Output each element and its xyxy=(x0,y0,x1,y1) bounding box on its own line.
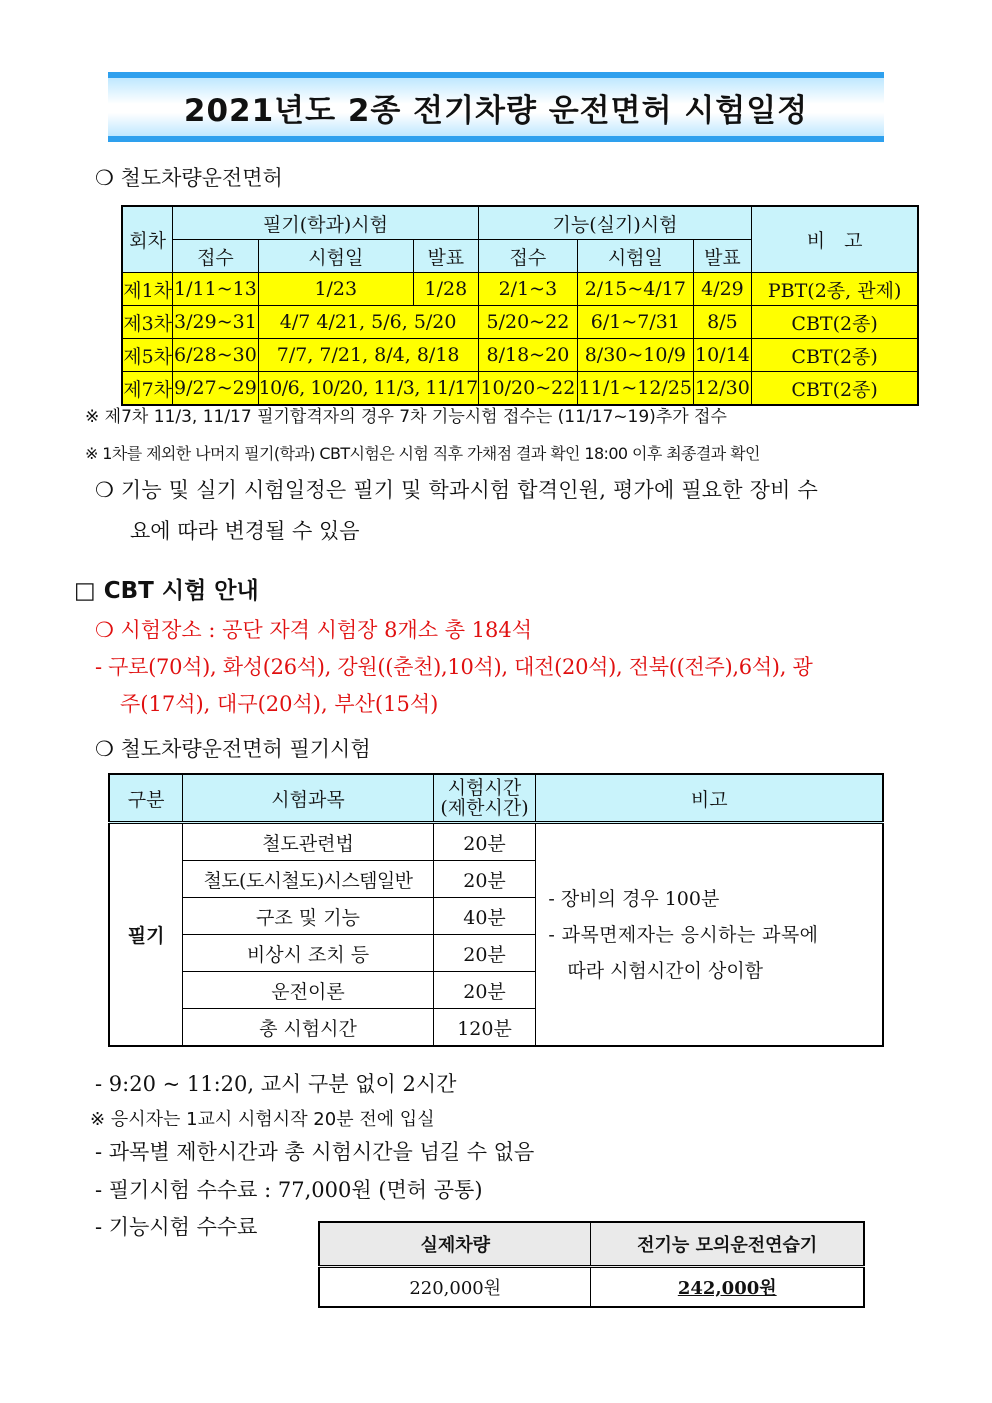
cell: 12/30 xyxy=(693,372,752,406)
cell: 8/5 xyxy=(693,306,752,339)
entry-note: ※ 응시자는 1교시 시험시작 20분 전에 입실 xyxy=(90,1109,435,1130)
note-2: ※ 1차를 제외한 나머지 필기(학과) CBT시험은 시험 직후 가채점 결과 확인 18:00 이후 최종결과 확인 xyxy=(85,444,760,463)
time-cell: 40분 xyxy=(433,898,536,935)
time-cell: 20분 xyxy=(433,972,536,1009)
cell: 8/18~20 xyxy=(478,339,577,372)
sub-header: 접수 xyxy=(478,240,577,273)
table-row xyxy=(122,273,918,306)
remark-line: - 과목면제자는 응시하는 과목에 xyxy=(548,923,819,946)
title-banner xyxy=(108,72,884,142)
schedule-table xyxy=(121,205,919,406)
cell: 1/23 xyxy=(258,273,413,306)
cbt-heading: □ CBT 시험 안내 xyxy=(74,578,259,604)
written-test-bullet: ❍ 철도차량운전면허 필기시험 xyxy=(95,737,371,761)
written-fee-note: - 필기시험 수수료 : 77,000원 (면허 공통) xyxy=(95,1178,483,1202)
table-row xyxy=(122,339,918,372)
cell: 2/15~4/17 xyxy=(578,273,693,306)
subject-cell: 철도(도시철도)시스템일반 xyxy=(183,861,433,898)
subject-cell: 총 시험시간 xyxy=(183,1009,433,1047)
subject-cell: 철도관련법 xyxy=(183,823,433,861)
cell: 7/7, 7/21, 8/4, 8/18 xyxy=(258,339,478,372)
fee-table xyxy=(318,1221,865,1308)
subject-cell: 구조 및 기능 xyxy=(183,898,433,935)
type-cell: 필기 xyxy=(109,823,183,1047)
time-cell: 120분 xyxy=(433,1009,536,1047)
exam-time-note: - 9:20 ~ 11:20, 교시 구분 없이 2시간 xyxy=(95,1072,457,1096)
remark-line: - 장비의 경우 100분 xyxy=(548,887,720,910)
sub-header: 발표 xyxy=(413,240,478,273)
header-time-line2: (제한시간) xyxy=(440,797,529,819)
header-remark: 비고 xyxy=(536,774,883,823)
remark-line: 따라 시험시간이 상이함 xyxy=(548,959,764,982)
fee-simulator-amount: 242,000원 xyxy=(677,1278,777,1299)
sub-header: 발표 xyxy=(693,240,752,273)
time-cell: 20분 xyxy=(433,861,536,898)
skill-fee-label: - 기능시험 수수료 xyxy=(95,1215,258,1239)
subject-cell: 비상시 조치 등 xyxy=(183,935,433,972)
table-row xyxy=(109,823,883,861)
note-1: ※ 제7차 11/3, 11/17 필기합격자의 경우 7차 기능시험 접수는 (11/17~19)추가 접수 xyxy=(85,407,727,427)
cell: 2/1~3 xyxy=(478,273,577,306)
cell: 3/29~31 xyxy=(173,306,258,339)
schedule-change-bullet: ❍ 기능 및 실기 시험일정은 필기 및 학과시험 합격인원, 평가에 필요한 장비 수 xyxy=(95,478,818,502)
cell: 10/6, 10/20, 11/3, 11/17 xyxy=(258,372,478,406)
test-place-list: - 구로(70석), 화성(26석), 강원((춘천),10석), 대전(20석), 전북((전주),6석), 광 xyxy=(95,655,813,679)
cell: 4/29 xyxy=(693,273,752,306)
cell: 6/1~7/31 xyxy=(578,306,693,339)
schedule-change-cont: 요에 따라 변경될 수 있음 xyxy=(130,519,360,543)
cell: CBT(2종) xyxy=(752,339,918,372)
round-cell: 제1차 xyxy=(122,273,173,306)
round-cell: 제7차 xyxy=(122,372,173,406)
fee-header-real: 실제차량 xyxy=(319,1222,591,1267)
cell: 10/20~22 xyxy=(478,372,577,406)
header-subject: 시험과목 xyxy=(183,774,433,823)
cell: 11/1~12/25 xyxy=(578,372,693,406)
sub-header: 시험일 xyxy=(258,240,413,273)
cell: CBT(2종) xyxy=(752,306,918,339)
round-cell: 제5차 xyxy=(122,339,173,372)
page-title: 2021년도 2종 전기차량 운전면허 시험일정 xyxy=(183,92,809,129)
remark-cell xyxy=(536,823,883,1047)
cell: 8/30~10/9 xyxy=(578,339,693,372)
fee-simulator-value xyxy=(591,1267,864,1308)
written-test-table xyxy=(108,773,884,1047)
sub-header: 시험일 xyxy=(578,240,693,273)
header-type: 구분 xyxy=(109,774,183,823)
cell: 10/14 xyxy=(693,339,752,372)
sub-header: 접수 xyxy=(173,240,258,273)
time-cell: 20분 xyxy=(433,935,536,972)
round-cell: 제3차 xyxy=(122,306,173,339)
cell: 5/20~22 xyxy=(478,306,577,339)
subject-cell: 운전이론 xyxy=(183,972,433,1009)
section1-bullet: ❍ 철도차량운전면허 xyxy=(95,166,283,190)
fee-header-simulator: 전기능 모의운전연습기 xyxy=(591,1222,864,1267)
header-time-line1: 시험시간 xyxy=(447,777,522,799)
table-row xyxy=(122,306,918,339)
header-written: 필기(학과)시험 xyxy=(173,206,478,240)
cell: 4/7 4/21, 5/6, 5/20 xyxy=(258,306,478,339)
header-time xyxy=(433,774,536,823)
header-remark: 비 고 xyxy=(752,206,918,273)
time-limit-note: - 과목별 제한시간과 총 시험시간을 넘길 수 없음 xyxy=(95,1140,535,1164)
cell: 9/27~29 xyxy=(173,372,258,406)
header-round: 회차 xyxy=(122,206,173,273)
header-skill: 기능(실기)시험 xyxy=(478,206,752,240)
cell: 1/11~13 xyxy=(173,273,258,306)
table-row xyxy=(122,372,918,406)
cell: PBT(2종, 관제) xyxy=(752,273,918,306)
time-cell: 20분 xyxy=(433,823,536,861)
test-place: ❍ 시험장소 : 공단 자격 시험장 8개소 총 184석 xyxy=(95,618,533,642)
cell: CBT(2종) xyxy=(752,372,918,406)
fee-real-value: 220,000원 xyxy=(319,1267,591,1308)
test-place-list-cont: 주(17석), 대구(20석), 부산(15석) xyxy=(120,692,439,716)
cell: 6/28~30 xyxy=(173,339,258,372)
cell: 1/28 xyxy=(413,273,478,306)
